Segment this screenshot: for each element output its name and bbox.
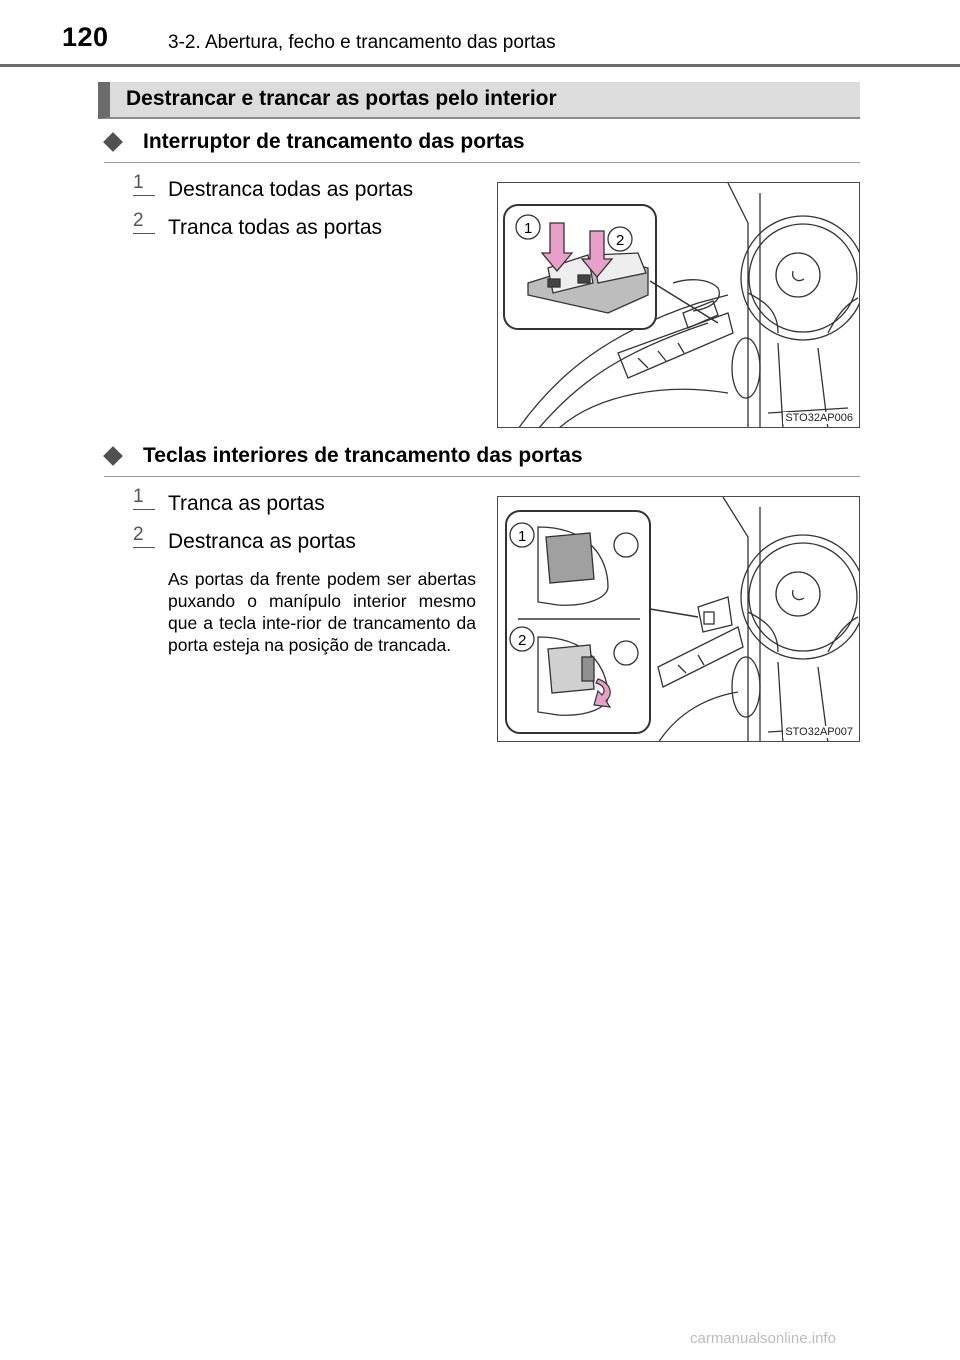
section-title: Destrancar e trancar as portas pelo interior [126, 87, 557, 110]
step-label: Destranca as portas [168, 530, 356, 553]
figure-code: STO32AP007 [785, 726, 853, 738]
header-rule [0, 64, 960, 67]
page-number: 120 [62, 22, 109, 52]
step-label: Tranca as portas [168, 492, 325, 515]
door-lock-knob-drawing [498, 497, 860, 742]
step-label: Tranca todas as portas [168, 216, 382, 239]
diamond-bullet-icon [103, 446, 123, 466]
step-number: 2 [133, 523, 155, 548]
switch-subheading [104, 128, 860, 163]
step-number: 1 [133, 171, 155, 196]
callout-1: 1 [518, 528, 527, 545]
callout-2: 2 [518, 632, 527, 649]
step-number: 1 [133, 485, 155, 510]
step-number: 2 [133, 209, 155, 234]
callout-1: 1 [524, 220, 533, 237]
note-paragraph: As portas da frente podem ser abertas puxando o manípulo interior mesmo que a tecla inte-rior de trancamento da porta esteja na posição de trancada. [168, 569, 476, 655]
door-lock-knob-illustration [497, 496, 860, 742]
door-lock-switch-illustration [497, 182, 860, 428]
door-lock-switch-drawing [498, 183, 860, 428]
knob-subheading [104, 442, 860, 477]
step-label: Destranca todas as portas [168, 178, 414, 201]
knob-heading: Teclas interiores de trancamento das portas [143, 444, 583, 467]
section-title-bar [98, 82, 860, 119]
switch-heading: Interruptor de trancamento das portas [143, 130, 525, 153]
chapter-title: 3-2. Abertura, fecho e trancamento das portas [168, 32, 556, 53]
watermark: carmanualsonline.info [690, 1330, 836, 1347]
diamond-bullet-icon [103, 132, 123, 152]
callout-2: 2 [616, 232, 625, 249]
figure-code: STO32AP006 [785, 412, 853, 424]
